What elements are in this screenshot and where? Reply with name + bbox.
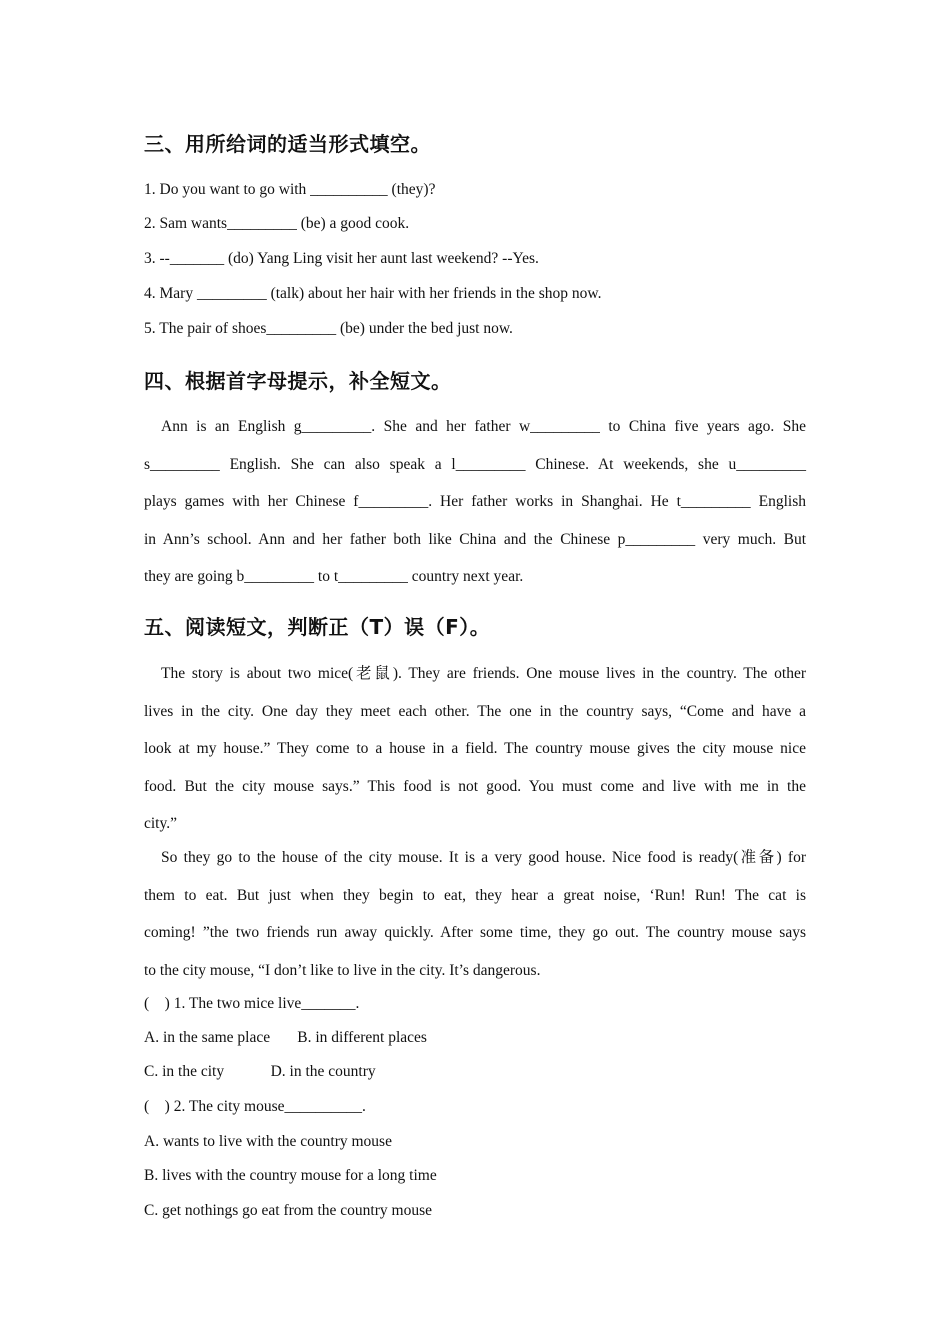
cloze-passage bbox=[144, 417, 806, 605]
reading-passage-paragraph-1 bbox=[144, 664, 806, 852]
passage-line: The story is about two mice(老鼠). They are friends. One mouse lives in the country. The other bbox=[161, 665, 806, 682]
reading-passage-paragraph-2 bbox=[144, 848, 806, 998]
fill-blank-item-5: 5. The pair of shoes_________ (be) under the bed just now. bbox=[144, 320, 513, 337]
question-2-option-b: B. lives with the country mouse for a long time bbox=[144, 1167, 437, 1184]
cloze-line: in Ann’s school. Ann and her father both like China and the Chinese p_________ very much. But bbox=[144, 530, 806, 548]
cloze-line: s_________ English. She can also speak a l_________ Chinese. At weekends, she u_________ bbox=[144, 455, 806, 473]
question-2: ( ) 2. The city mouse__________. bbox=[144, 1098, 366, 1115]
cloze-line: plays games with her Chinese f_________. Her father works in Shanghai. He t_________ English bbox=[144, 493, 806, 510]
question-1-options-ab: A. in the same place B. in different places bbox=[144, 1029, 427, 1046]
passage-line: look at my house.” They come to a house in a field. The country mouse gives the city mouse nice bbox=[144, 740, 806, 757]
fill-blank-item-3: 3. --_______ (do) Yang Ling visit her aunt last weekend? --Yes. bbox=[144, 250, 539, 267]
section-5-heading: 五、阅读短文，判断正（T）误（F）。 bbox=[144, 615, 491, 639]
passage-line: them to eat. But just when they begin to eat, they hear a great noise, ‘Run! Run! The cat is bbox=[144, 886, 806, 904]
passage-line: So they go to the house of the city mouse. It is a very good house. Nice food is ready(准备) for bbox=[161, 849, 806, 866]
passage-line: food. But the city mouse says.” This food is not good. You must come and live with me in the bbox=[144, 777, 806, 795]
fill-blank-item-4: 4. Mary _________ (talk) about her hair with her friends in the shop now. bbox=[144, 285, 602, 302]
passage-line: lives in the city. One day they meet each other. The one in the country says, “Come and have a bbox=[144, 702, 806, 720]
passage-line: city.” bbox=[144, 815, 177, 832]
fill-blank-item-1: 1. Do you want to go with __________ (they)? bbox=[144, 181, 436, 198]
section-3-heading: 三、用所给词的适当形式填空。 bbox=[144, 132, 431, 156]
question-1: ( ) 1. The two mice live_______. bbox=[144, 995, 360, 1012]
question-1-options-cd: C. in the city D. in the country bbox=[144, 1063, 376, 1080]
cloze-line: they are going b_________ to t_________ country next year. bbox=[144, 568, 524, 585]
section-4-heading: 四、根据首字母提示，补全短文。 bbox=[144, 369, 452, 393]
question-2-option-a: A. wants to live with the country mouse bbox=[144, 1133, 392, 1150]
fill-blank-item-2: 2. Sam wants_________ (be) a good cook. bbox=[144, 215, 410, 232]
question-2-option-c: C. get nothings go eat from the country mouse bbox=[144, 1202, 432, 1219]
passage-line: to the city mouse, “I don’t like to live in the city. It’s dangerous. bbox=[144, 961, 541, 979]
passage-line: coming! ”the two friends run away quickly. After some time, they go out. The country mouse says bbox=[144, 924, 806, 941]
cloze-line: Ann is an English g_________. She and her father w_________ to China five years ago. She bbox=[161, 418, 806, 435]
